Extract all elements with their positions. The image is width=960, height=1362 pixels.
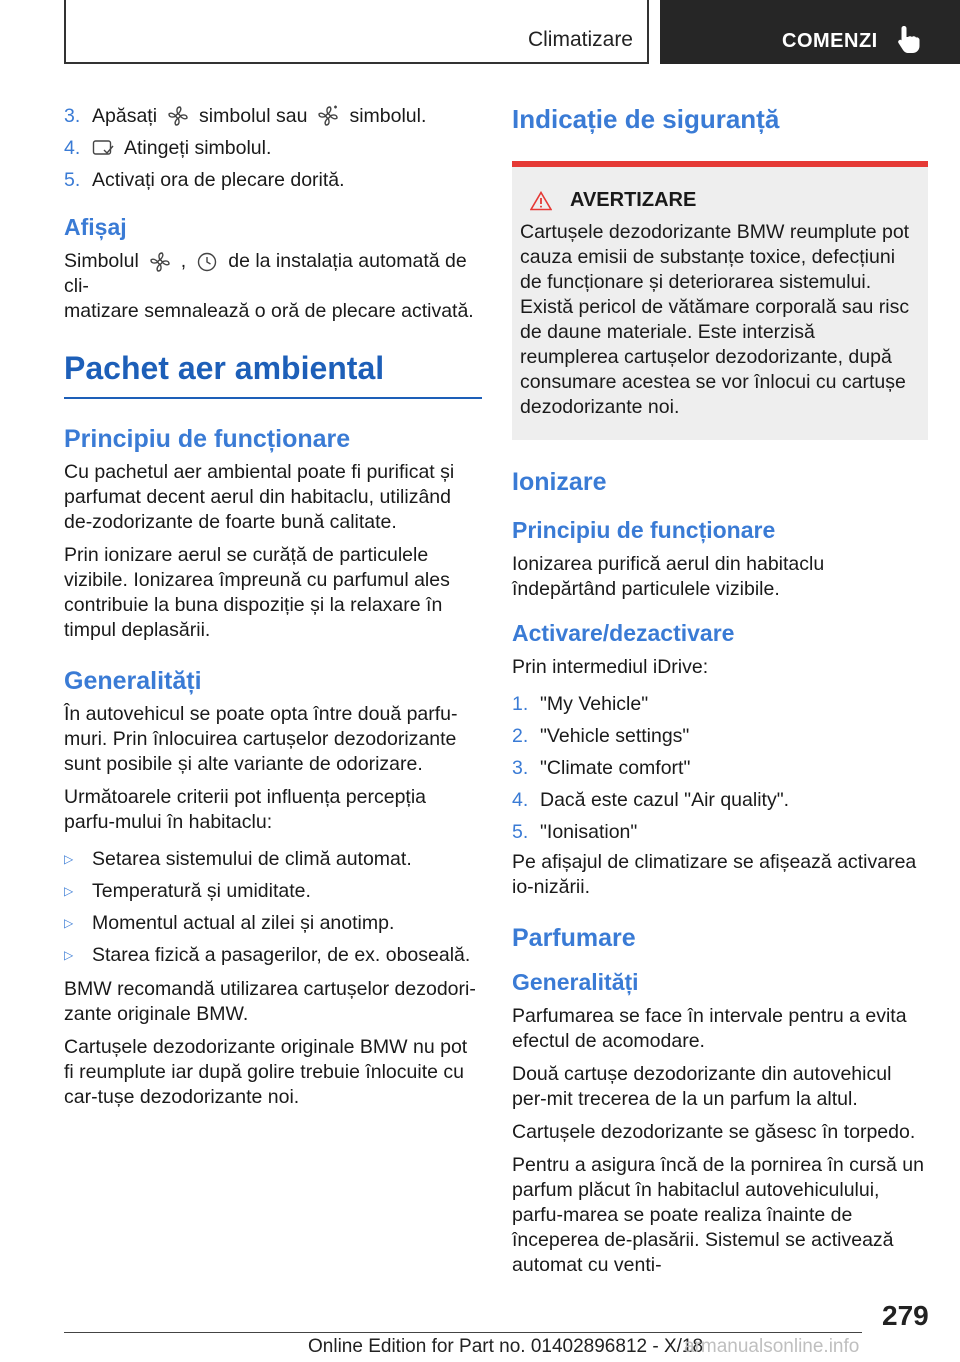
bullet-item [64, 875, 482, 907]
afisaj-text: de la instalația automată de cli- [64, 250, 467, 297]
step-5 [64, 164, 482, 196]
step-number: 4. [64, 136, 81, 159]
step-number: 2. [512, 724, 529, 747]
step-text: "Vehicle settings" [540, 724, 690, 747]
triangle-bullet-icon: ▷ [64, 884, 74, 898]
afisaj-text: matizare semnalează o oră de plecare activată. [64, 300, 474, 322]
generalitati-paragraph-3: BMW recomandă utilizarea cartușelor dezodori-zante originale BMW. [64, 978, 476, 1025]
step-4 [64, 132, 482, 164]
triangle-bullet-icon: ▷ [64, 852, 74, 866]
afisaj-text: Simbolul [64, 250, 139, 272]
step-number: 1. [512, 692, 529, 715]
ion-principiu-paragraph: Ionizarea purifică aerul din habitaclu îndepărtând particulele vizibile. [512, 553, 825, 600]
right-column [512, 100, 928, 1286]
bullet-item [64, 907, 482, 939]
principiu-paragraph-1: Cu pachetul aer ambiental poate fi purificat și parfumat decent aerul din habitaclu, utilizând de-zodorizante de foarte bună calitate. [64, 461, 455, 533]
step-text: Dacă este cazul "Air quality". [540, 788, 790, 811]
activare-paragraph: Prin intermediul iDrive: [512, 656, 709, 678]
safety-heading: Indicație de siguranță [512, 104, 780, 134]
generalitati-heading: Generalități [64, 667, 202, 695]
step-number: 3. [64, 104, 81, 127]
bullet-text: Temperatură și umiditate. [92, 879, 311, 902]
warning-title [530, 189, 918, 212]
bullet-item [64, 843, 482, 875]
principiu-paragraph-2: Prin ionizare aerul se curăță de particulele vizibile. Ionizarea împreună cu parfumul ales contribuie la buna dispoziție și la relaxare în timpul deplasării. [64, 544, 450, 641]
generalitati-paragraph-2: Următoarele criterii pot influența percepția parfu-mului în habitaclu: [64, 786, 427, 833]
step-3 [64, 100, 482, 132]
footer-edition: Online Edition for Part no. 01402896812 - X/18 [308, 1336, 704, 1357]
step-number: 4. [512, 788, 529, 811]
afisaj-paragraph [64, 249, 482, 324]
parfumare-heading: Parfumare [512, 924, 636, 952]
header-chapter-box [660, 0, 960, 64]
header-section-title: Climatizare [527, 28, 633, 51]
parfumare-paragraph-3: Cartușele dezodorizante se găsesc în torpedo. [512, 1121, 916, 1143]
list-item [512, 816, 928, 848]
bullet-text: Setarea sistemului de climă automat. [92, 847, 412, 870]
warning-text: Cartușele dezodorizante BMW reumplute pot cauza emisii de substanțe toxice, defecțiuni de funcționare și deteriorarea sistemului. Există pericol de vătămare corporală sau risc de daune materiale. Este interzisă reumplerea cartușelor dezodorizante, după consumare acestea se vor înlocui cu cartușe dezodorizante noi. [520, 221, 910, 418]
step-text: Atingeți simbolul. [124, 136, 272, 159]
step-text: "Ionisation" [540, 820, 638, 843]
parf-generalitati-heading: Generalități [512, 969, 639, 995]
pointing-hand-icon [896, 24, 922, 54]
page-number: 279 [882, 1300, 929, 1331]
header-chapter-title: COMENZI [782, 30, 878, 52]
fan-max-icon [317, 105, 339, 127]
step-text: "My Vehicle" [540, 692, 649, 715]
step-text: simbolul sau [199, 104, 308, 127]
activare-heading: Activare/dezactivare [512, 620, 735, 646]
page-header [0, 0, 960, 66]
bullet-text: Momentul actual al zilei și anotimp. [92, 911, 395, 934]
parfumare-paragraph-2: Două cartușe dezodorizante din autovehicul per-mit trecerea de la un parfum la altul. [512, 1063, 892, 1110]
ion-principiu-heading: Principiu de funcționare [512, 517, 776, 543]
footer-watermark: armanualsonline.info [684, 1336, 860, 1357]
fan-icon [149, 251, 171, 273]
generalitati-paragraph-1: În autovehicul se poate opta între două parfu-muri. Prin înlocuirea cartușelor dezodorizante sunt posibile și alte variante de odorizare. [64, 703, 458, 775]
step-text: simbolul. [349, 104, 427, 127]
chapter-heading-rule [64, 397, 482, 399]
triangle-bullet-icon: ▷ [64, 916, 74, 930]
list-item [512, 752, 928, 784]
chapter-heading: Pachet aer ambiental [64, 350, 385, 386]
generalitati-paragraph-4: Cartușele dezodorizante originale BMW nu pot fi reumplute iar după golire trebuie înlocuite cu car-tușe dezodorizante noi. [64, 1036, 468, 1108]
list-item [512, 720, 928, 752]
step-text: Apăsați [92, 104, 158, 127]
header-section-box [64, 0, 649, 64]
footer-rule [64, 1332, 862, 1333]
left-column [64, 100, 482, 1118]
clock-icon [196, 251, 218, 273]
ionizare-heading: Ionizare [512, 468, 607, 496]
warning-triangle-icon [530, 191, 552, 211]
step-number: 3. [512, 756, 529, 779]
list-item [512, 784, 928, 816]
bullet-text: Starea fizică a pasagerilor, de ex. oboseală. [92, 943, 471, 966]
step-text: "Climate comfort" [540, 756, 691, 779]
activare-paragraph-2: Pe afișajul de climatizare se afișează activarea io-nizării. [512, 851, 917, 898]
afisaj-heading: Afișaj [64, 214, 127, 240]
step-text: Activați ora de plecare dorită. [92, 168, 345, 191]
display-check-icon [92, 137, 114, 159]
triangle-bullet-icon: ▷ [64, 948, 74, 962]
parfumare-paragraph-4: Pentru a asigura încă de la pornirea în cursă un parfum plăcut în habitaclul autovehiculului, parfu-marea se poate realiza înainte de începerea de-plasării. Sistemul se activează automat cu venti- [512, 1154, 924, 1276]
principiu-heading: Principiu de funcționare [64, 425, 351, 453]
bullet-item [64, 939, 482, 971]
parfumare-paragraph-1: Parfumarea se face în intervale pentru a evita efectul de acomodare. [512, 1005, 907, 1052]
step-number: 5. [64, 168, 81, 191]
list-item [512, 688, 928, 720]
warning-box [512, 161, 928, 440]
warning-title-text: AVERTIZARE [570, 189, 697, 211]
step-number: 5. [512, 820, 529, 843]
fan-icon [167, 105, 189, 127]
afisaj-text: , [180, 250, 187, 272]
